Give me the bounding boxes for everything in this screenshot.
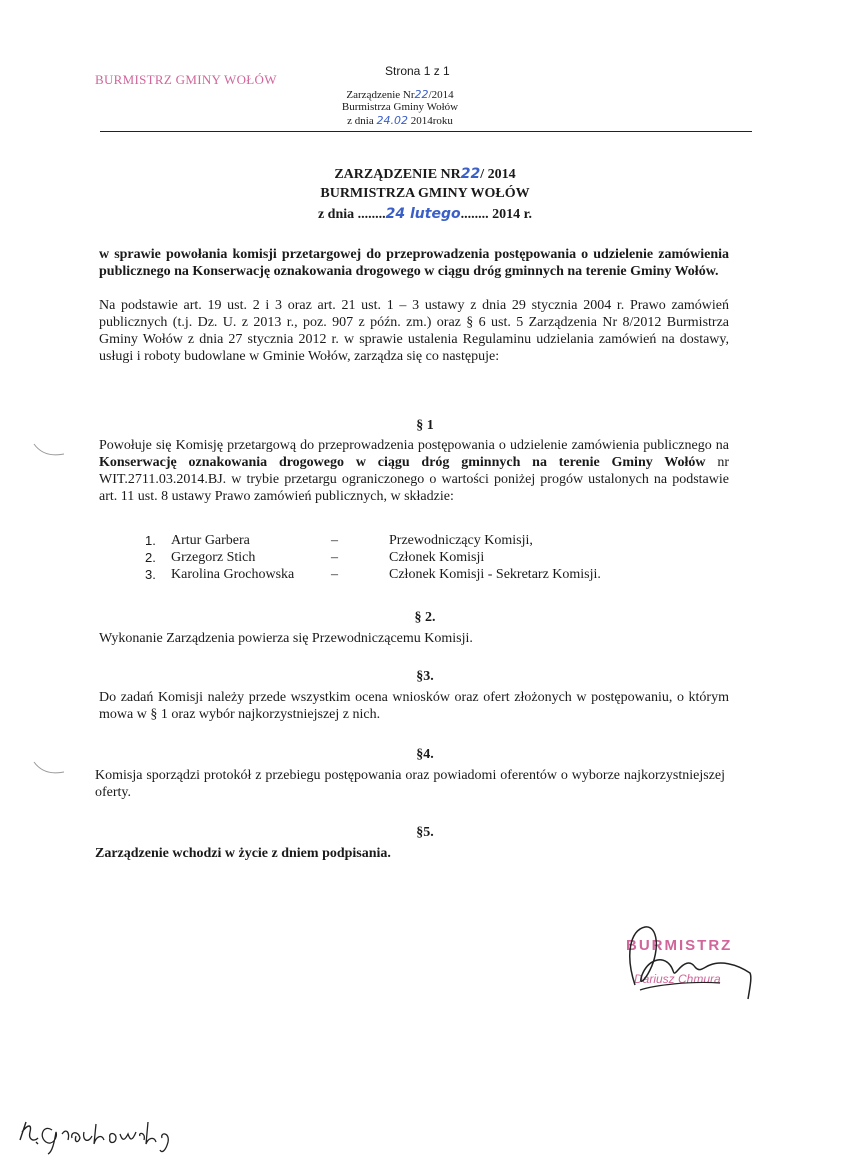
committee-members-list	[145, 532, 649, 583]
header-ref-line2: Burmistrza Gminy Wołów	[341, 101, 459, 113]
handwritten-date: 24 lutego	[385, 206, 461, 222]
list-item: 2. Grzegorz Stich – Członek Komisji	[145, 550, 485, 565]
section-1-heading: § 1	[416, 418, 434, 433]
handwritten-date: 24.02	[376, 114, 408, 127]
document-title: ZARZĄDZENIE NR22/ 2014	[334, 166, 516, 182]
handwritten-number: 22	[460, 166, 481, 182]
section-3-text: Do zadań Komisji należy przede wszystkim ocena wniosków oraz ofert złożonych w postępowaniu, o którym mowa w § 1 oraz wybór najkorzystniejszej z nich.	[99, 690, 729, 722]
handwritten-number: 22	[414, 88, 429, 101]
section-1-text: Powołuje się Komisję przetargową do przeprowadzenia postępowania o udzielenie zamówienia publicznego na Konserwację oznakowania drogowego w ciągu dróg gminnych na terenie Gminy Wołów nr WIT.2711.03.2014.BJ. w trybie przetargu ograniczonego o wartości poniżej progów ustalonych na podstawie art. 11 ust. 8 ustawy Prawo zamówień publicznych, w składzie:	[99, 438, 730, 504]
section-2-heading: § 2.	[414, 610, 436, 625]
document-issuer: BURMISTRZA GMINY WOŁÓW	[320, 186, 530, 201]
section-5-heading: §5.	[416, 825, 434, 840]
header-ref-line3: z dnia 24.02 2014roku	[347, 114, 453, 127]
handwritten-signature-icon	[600, 915, 770, 1005]
signature-stamp-title: BURMISTRZ	[626, 937, 733, 954]
header-divider	[100, 131, 752, 132]
punch-mark-icon	[30, 758, 70, 778]
header-ref-line1: Zarządzenie Nr22/2014	[346, 88, 454, 101]
signature-stamp-name: Dariusz Chmura	[634, 972, 721, 986]
legal-basis: Na podstawie art. 19 ust. 2 i 3 oraz art. 21 ust. 1 – 3 ustawy z dnia 29 stycznia 2004 r. Prawo zamówień publicznych (t.j. Dz. U. z 2013 r., poz. 907 z późn. zm.) oraz § 6 ust. 5 Zarządzenia Nr 8/2012 Burmistrza Gminy Wołów z dnia 27 stycznia 2012 r. w sprawie ustalenia Regulaminu udzielania zamówień na dostawy, usługi i roboty budowlane w Gminie Wołów, zarządza się co następuje:	[99, 298, 729, 364]
header-stamp: BURMISTRZ GMINY WOŁÓW	[95, 72, 277, 87]
document-date: z dnia ........24 lutego........ 2014 r.	[317, 206, 533, 222]
punch-mark-icon	[30, 440, 70, 460]
section-5-text: Zarządzenie wchodzi w życie z dniem podpisania.	[95, 846, 391, 861]
list-item: 1. Artur Garbera – Przewodniczący Komisji,	[145, 533, 533, 548]
section-4-text: Komisja sporządzi protokół z przebiegu postępowania oraz powiadomi oferentów o wyborze najkorzystniejszej oferty.	[95, 768, 725, 800]
handwritten-initials-icon	[12, 1110, 202, 1160]
page-indicator: Strona 1 z 1	[385, 64, 450, 78]
list-item: 3. Karolina Grochowska – Członek Komisji - Sekretarz Komisji.	[145, 567, 601, 582]
section-4-heading: §4.	[416, 747, 434, 762]
document-subject: w sprawie powołania komisji przetargowej do przeprowadzenia postępowania o udzielenie zamówienia publicznego na Konserwację oznakowania drogowego w ciągu dróg gminnych na terenie Gminy Wołów.	[99, 247, 729, 279]
section-3-heading: §3.	[416, 669, 434, 684]
section-2-text: Wykonanie Zarządzenia powierza się Przewodniczącemu Komisji.	[99, 631, 473, 646]
